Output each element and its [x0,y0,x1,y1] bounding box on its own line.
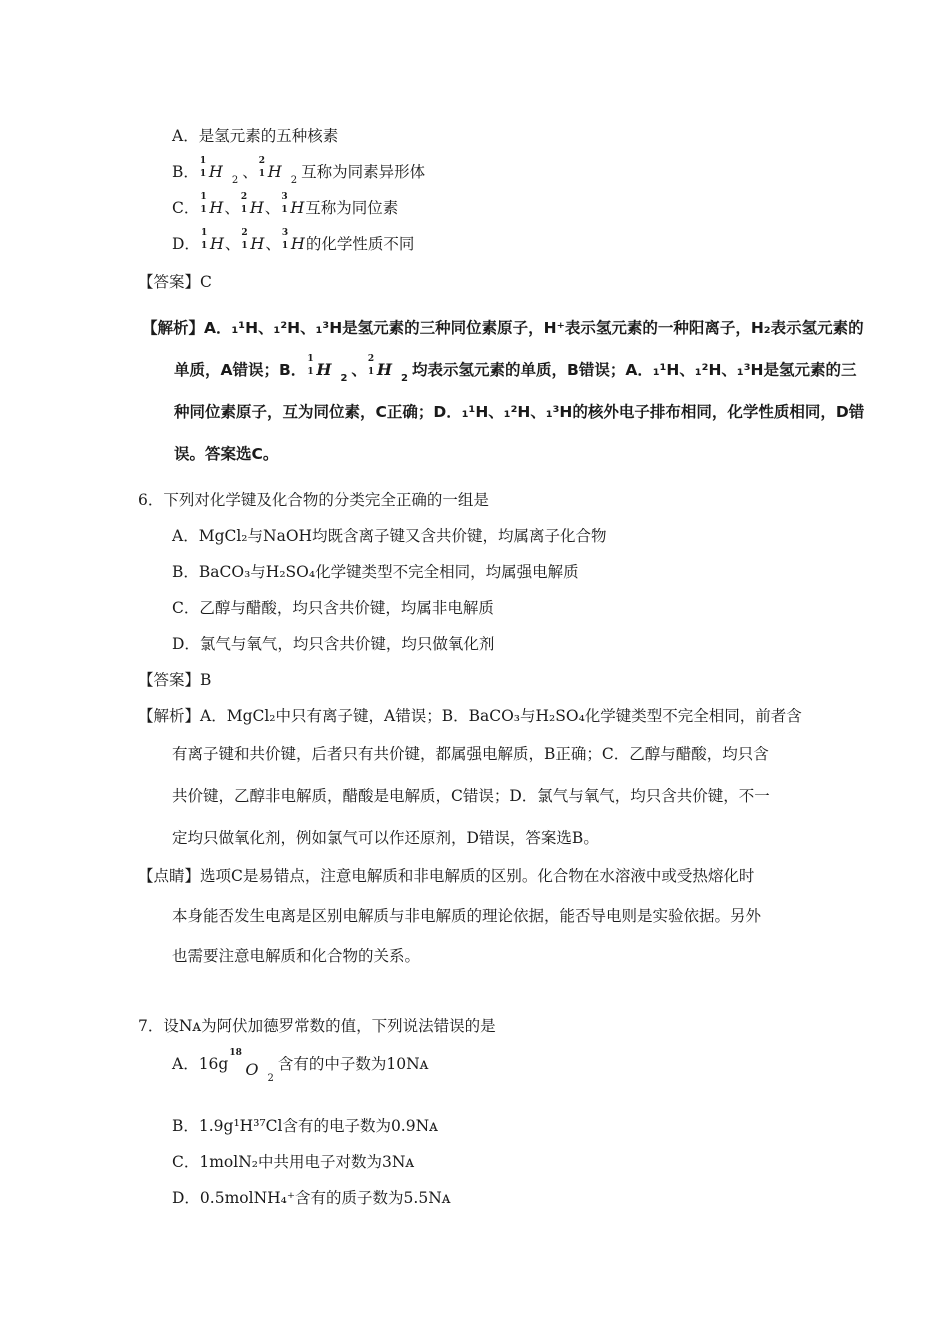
isotope-o18: 18 O [229,1048,259,1079]
isotope-h2: 2 1 H [258,156,282,181]
q6-answer: 【答案】B [138,671,212,689]
q7-option-b: B．1.9g¹H³⁷Cl含有的电子数为0.9Nᴀ [172,1117,438,1135]
q6-explanation-line-4: 定均只做氧化剂，例如氯气可以作还原剂，D错误，答案选B。 [172,829,599,847]
q7-option-a: A．16g 18 O $_2$含有的中子数为10Nᴀ [172,1048,429,1084]
isotope-h1: 1 1 H [307,354,332,379]
isotope-h2: 2 1 H [241,228,265,253]
q6-option-a: A．MgCl₂与NaOH均既含离子键又含共价键，均属离子化合物 [172,527,607,545]
q6-option-d: D．氯气与氧气，均只含共价键，均只做氧化剂 [172,635,495,653]
q6-note-line-3: 也需要注意电解质和化合物的关系。 [172,947,421,965]
q7-option-d: D．0.5molNH₄⁺含有的质子数为5.5Nᴀ [172,1189,451,1207]
q5-option-b: B． 1 1 H $_2$ 、 2 1 H $_2$ 互称为同素异形体 [172,156,426,186]
explanation-label: 【解析】 [142,319,205,337]
isotope-h1: 1 1 H [199,156,223,181]
q6-explanation-line-3: 共价键，乙醇非电解质，醋酸是电解质，C错误；D．氯气与氧气，均只含共价键，不一 [172,787,770,805]
q6-option-c: C．乙醇与醋酸，均只含共价键，均属非电解质 [172,599,494,617]
isotope-h3: 3 1 H [281,192,305,217]
q6-explanation-line-1: 【解析】A．MgCl₂中只有离子键，A错误；B．BaCO₃与H₂SO₄化学键类型不完全相同，前者含 [138,707,802,725]
q5-option-c: C． 1 1 H、 2 1 H、 3 1 H互称为同位素 [172,192,399,217]
q5-answer: 【答案】C [138,273,212,291]
q6-explanation-line-2: 有离子键和共价键，后者只有共价键，都属强电解质，B正确；C．乙醇与醋酸，均只含 [172,745,769,763]
isotope-h1: 1 1 H [200,228,224,253]
q7-option-c: C．1molN₂中共用电子对数为3Nᴀ [172,1153,415,1171]
q6-note-line-2: 本身能否发生电离是区别电解质与非电解质的理论依据，能否导电则是实验依据。另外 [172,907,762,925]
q5-explanation-line-4: 误。答案选C。 [174,445,279,463]
isotope-h2: 2 1 H [367,354,393,379]
q5-explanation-line-1: 【解析】A．₁¹H、₁²H、₁³H是氢元素的三种同位素原子，H⁺表示氢元素的一种阳离子，H₂表示氢元素的 [142,319,864,337]
q5-explanation-line-3: 种同位素原子，互为同位素，C正确；D．₁¹H、₁²H、₁³H的核外电子排布相同，化学性质相同，D错 [174,403,865,421]
q6-stem: 6．下列对化学键及化合物的分类完全正确的一组是 [138,491,489,509]
option-label: B． [172,163,199,181]
isotope-h2: 2 1 H [240,192,264,217]
q6-option-b: B．BaCO₃与H₂SO₄化学键类型不完全相同，均属强电解质 [172,563,579,581]
q5-option-a: A．是氢元素的五种核素 [172,127,339,145]
q5-explanation-line-2: 单质，A错误；B． 1 1 H $_2$ 、 2 1 H $_2$ 均表示氢元素的单质，B错误；A．₁¹H、₁²H、₁³H是氢元素的三 [174,354,857,384]
q6-note-line-1: 【点睛】选项C是易错点，注意电解质和非电解质的区别。化合物在水溶液中或受热熔化时 [138,867,755,885]
isotope-h1: 1 1 H [200,192,224,217]
q5-option-d: D． 1 1 H、 2 1 H、 3 1 H的化学性质不同 [172,228,415,253]
q7-stem: 7．设Nᴀ为阿伏加德罗常数的值，下列说法错误的是 [138,1017,496,1035]
isotope-h3: 3 1 H [281,228,305,253]
